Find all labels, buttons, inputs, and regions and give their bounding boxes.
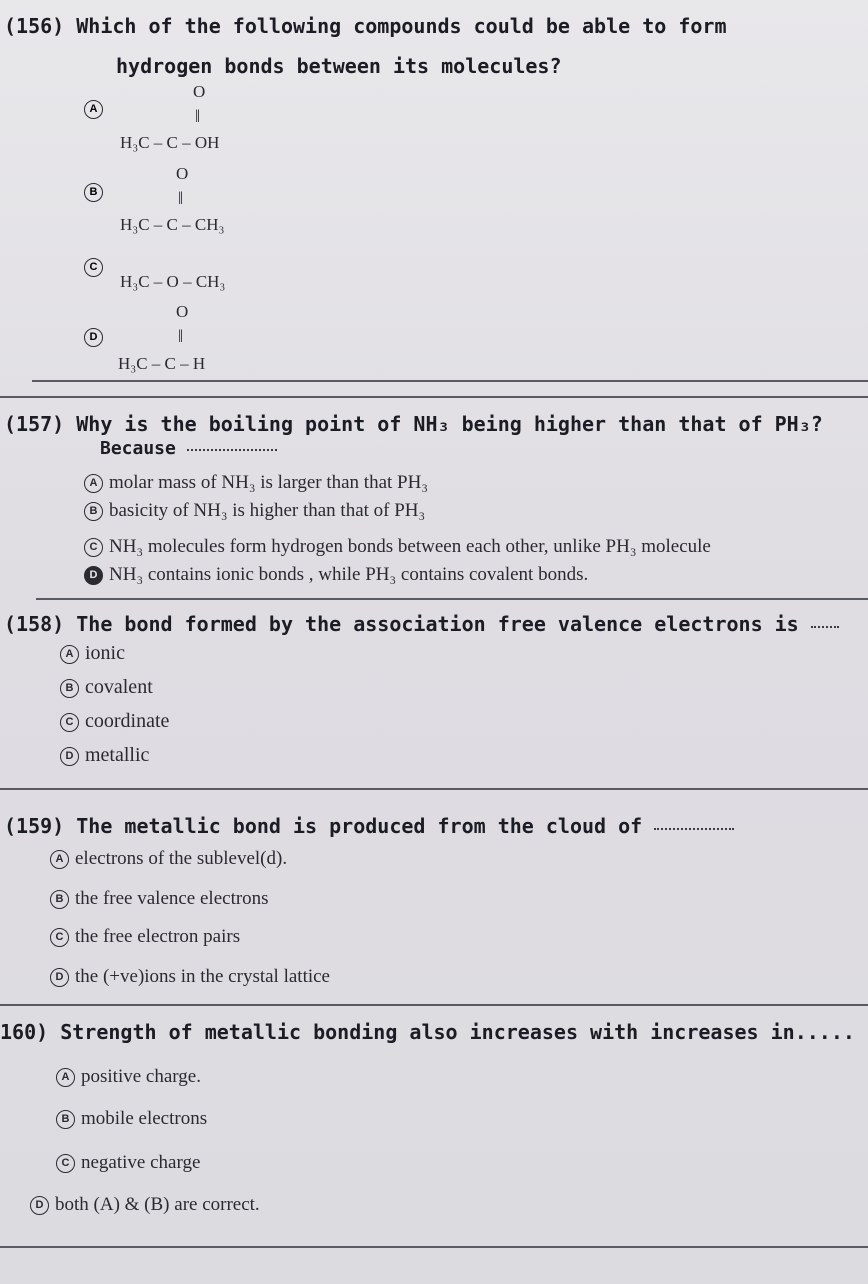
q156-option-b-marker[interactable]: B <box>84 183 103 202</box>
q158-number: (158) <box>4 612 65 636</box>
q156-option-c-marker[interactable]: C <box>84 258 103 277</box>
q156-option-d-formula: H₃C – C – H <box>118 354 206 373</box>
q160-option-a-marker: A <box>56 1068 75 1087</box>
q158-option-c-text: coordinate <box>85 710 170 732</box>
q160-number: 160) <box>0 1020 49 1044</box>
q157-because <box>100 438 277 459</box>
q157-option-d-marker: D <box>84 566 103 585</box>
q159-option-b-text: the free valence electrons <box>75 888 269 909</box>
q156-option-d-oxygen: O <box>176 302 189 321</box>
q158-option-d[interactable] <box>60 744 149 767</box>
q160-header <box>0 1020 855 1044</box>
q157-option-b[interactable] <box>84 500 425 522</box>
q159-option-a-text: electrons of the sublevel(d). <box>75 848 288 869</box>
q157-option-a-marker: A <box>84 474 103 493</box>
q156-option-a-formula: H₃C – C – OH <box>120 133 220 152</box>
q160-option-c-marker: C <box>56 1154 75 1173</box>
q158-header <box>4 612 839 636</box>
q156-option-c-formula: H₃C – O – CH₃ <box>120 272 226 291</box>
q157-option-c-marker: C <box>84 538 103 557</box>
q160-option-d[interactable] <box>30 1194 260 1216</box>
answer-blank[interactable] <box>654 828 734 830</box>
q159-option-d-text: the (+ve)ions in the crystal lattice <box>75 966 330 987</box>
q158-option-a[interactable] <box>60 642 125 665</box>
q158-option-b[interactable] <box>60 676 153 699</box>
q160-option-c-text: negative charge <box>81 1152 201 1173</box>
answer-blank[interactable] <box>811 626 839 628</box>
q158-option-c-marker: C <box>60 713 79 732</box>
q159-option-d-marker: D <box>50 968 69 987</box>
q157-header <box>4 412 823 436</box>
q159-option-b-marker: B <box>50 890 69 909</box>
divider-line <box>0 788 868 790</box>
q158-option-b-text: covalent <box>85 676 153 698</box>
divider-line <box>0 1246 868 1248</box>
q159-option-c-marker: C <box>50 928 69 947</box>
q157-option-d[interactable] <box>84 564 588 586</box>
q157-option-a[interactable] <box>84 472 428 494</box>
q158-option-c[interactable] <box>60 710 169 733</box>
q159-option-a-marker: A <box>50 850 69 869</box>
q158-option-d-marker: D <box>60 747 79 766</box>
q159-option-d[interactable] <box>50 966 330 988</box>
divider-line <box>32 380 868 382</box>
q156-number: (156) <box>4 14 65 38</box>
q158-option-b-marker: B <box>60 679 79 698</box>
q157-because-label: Because <box>100 438 176 459</box>
q156-option-b-formula: H₃C – C – CH₃ <box>120 215 225 234</box>
double-bond-icon: ‖ <box>178 188 184 208</box>
divider-line <box>0 396 868 398</box>
q157-option-b-text: basicity of NH₃ is higher than that of PH₃ <box>109 500 426 521</box>
q156-option-b-oxygen: O <box>176 164 189 183</box>
q156-option-a-oxygen: O <box>193 82 206 101</box>
q157-option-d-text: NH₃ contains ionic bonds , while PH₃ contains covalent bonds. <box>109 564 589 585</box>
answer-blank[interactable] <box>187 449 277 451</box>
q158-option-a-marker: A <box>60 645 79 664</box>
q156-text-line2: hydrogen bonds between its molecules? <box>116 54 562 78</box>
q156-text-line1: Which of the following compounds could be able to form <box>76 14 727 38</box>
q160-option-a-text: positive charge. <box>81 1066 201 1087</box>
q157-option-b-marker: B <box>84 502 103 521</box>
q159-option-c[interactable] <box>50 926 240 948</box>
q159-number: (159) <box>4 814 65 838</box>
q157-option-c[interactable] <box>84 536 711 558</box>
q160-option-a[interactable] <box>56 1066 201 1088</box>
q158-option-d-text: metallic <box>85 744 150 766</box>
q159-option-b[interactable] <box>50 888 269 910</box>
q159-option-a[interactable] <box>50 848 287 870</box>
q160-option-b[interactable] <box>56 1108 207 1130</box>
q159-option-c-text: the free electron pairs <box>75 926 241 947</box>
q159-header <box>4 814 734 838</box>
q160-option-d-text: both (A) & (B) are correct. <box>55 1194 260 1215</box>
q157-option-a-text: molar mass of NH₃ is larger than that PH₃ <box>109 472 428 493</box>
q158-option-a-text: ionic <box>85 642 125 664</box>
q160-option-c[interactable] <box>56 1152 200 1174</box>
q156-header <box>4 14 726 38</box>
divider-line <box>0 1004 868 1006</box>
q160-option-b-text: mobile electrons <box>81 1108 208 1129</box>
q156-option-d-marker[interactable]: D <box>84 328 103 347</box>
q158-text: The bond formed by the association free valence electrons is <box>76 612 799 636</box>
q159-text: The metallic bond is produced from the cloud of <box>76 814 643 838</box>
q156-option-a-marker[interactable]: A <box>84 100 103 119</box>
q157-option-c-text: NH₃ molecules form hydrogen bonds between each other, unlike PH₃ molecule <box>109 536 711 557</box>
q160-text: Strength of metallic bonding also increases with increases in..... <box>60 1020 855 1044</box>
q160-option-b-marker: B <box>56 1110 75 1129</box>
q157-text: Why is the boiling point of NH₃ being higher than that of PH₃? <box>76 412 823 436</box>
double-bond-icon: ‖ <box>178 326 184 346</box>
double-bond-icon: ‖ <box>195 106 201 126</box>
q160-option-d-marker: D <box>30 1196 49 1215</box>
q157-number: (157) <box>4 412 65 436</box>
divider-line <box>36 598 868 600</box>
